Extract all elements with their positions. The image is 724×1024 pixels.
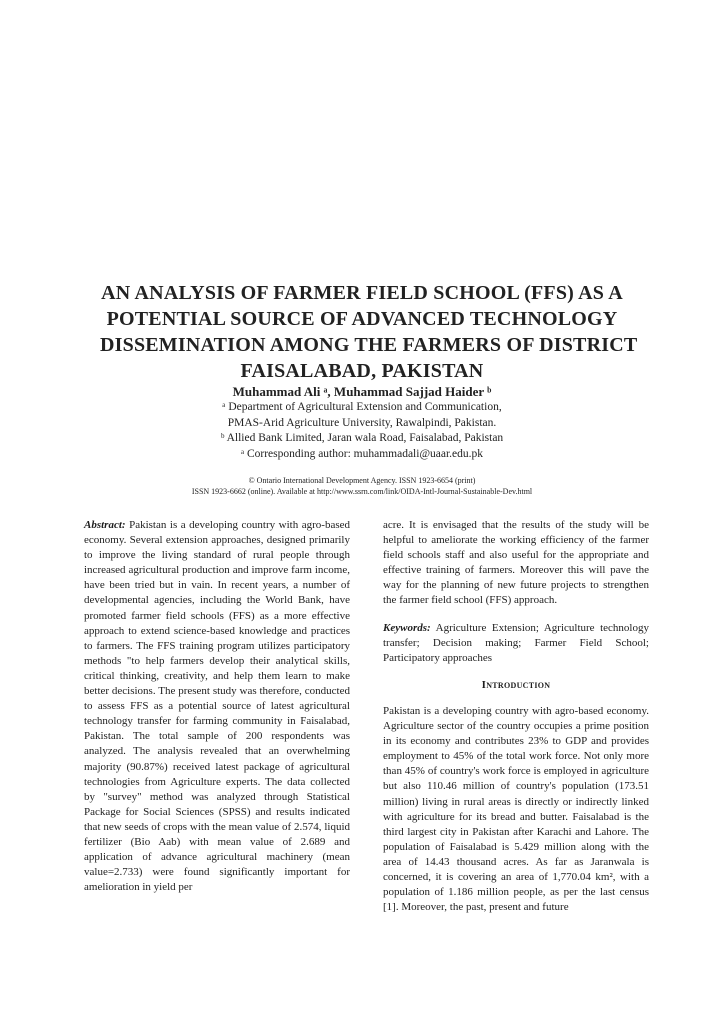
title-line: FAISALABAD, PAKISTAN [240,360,484,382]
corresponding-author: ᵃ Corresponding author: muhammadali@uaar.edu.pk [240,447,484,460]
introduction-text: Pakistan is a developing country with agro-based economy. Agriculture sector of the country occupies a prime position in its economy and contributes 23% to GDP and provides employment to 45% of the total work force. Not only more than 45% of country's work force is employed in agriculture but also 110.46 million of country's population (173.51 million) living in rural areas is directly or indirectly linked with agriculture for its bread and butter. Faisalabad is the third largest city in Pakistan after Karachi and Lahore. The population of Faisalabad is 5.429 million along with the area of 14.43 thousand acres. As far as Jaranwala is concerned, it is covering an area of 1,770.04 km², with a population of 1.186 million people, as per the last census [1]. Moreover, the past, present and future [383,704,649,914]
abstract-paragraph [84,518,350,895]
affiliation-line: PMAS-Arid Agriculture University, Rawalpindi, Pakistan. [227,416,497,429]
keywords-label: Keywords: [383,621,431,634]
issn-print: © Ontario International Development Agency. ISSN 1923-6654 (print) [248,476,476,485]
keywords-text: Agriculture Extension; Agriculture technology transfer; Decision making; Farmer Field School; Participatory approaches [383,621,649,664]
right-column [383,518,649,915]
title-line: POTENTIAL SOURCE OF ADVANCED TECHNOLOGY [106,308,618,330]
introduction-heading: Introduction [481,678,551,691]
issn-notice [100,475,624,497]
abstract-continuation: acre. It is envisaged that the results of the study will be helpful to ameliorate the working efficiency of the farmer field schools staff and also useful for the appropriate and effective training of farmers. Moreover this will pave the way for the planning of new future projects to strengthen the farmer field school (FFS) approach. [383,519,649,607]
abstract-text: Pakistan is a developing country with agro-based economy. Several extension approaches, designed primarily to improve the living standard of rural people through increased agricultural production and improve farm income, have been tried but in vain. In recent years, a number of developmental agencies, including the World Bank, have promoted farmer field schools (FFS) as a more effective approach to extend science-based knowledge and practices to farmers. The FFS training program utilizes participatory methods "to help farmers develop their analytical skills, critical thinking, creativity, and help them learn to make better decisions. The present study was therefore, conducted to assess FFS as a potential source of latest agricultural technology transfer for farming community in Faisalabad, Pakistan. The total sample of 200 respondents was analyzed. The analysis revealed that an overwhelming majority (90.87%) received latest package of agricultural technologies from Agriculture experts. The data collected by "survey" method was analyzed through Statistical Package for Social Sciences (SPSS) and results indicated that new seeds of crops with the mean value of 2.574, liquid fertilizer (Bio Aab) with mean value of 2.689 and application of advance agricultural machinery (mean value=2.733) were found significantly important for amelioration in yield per [84,519,350,894]
spacer [383,609,649,621]
issn-online: ISSN 1923-6662 (online). Available at http://www.ssrn.com/link/OIDA-Intl-Journal-Sustainable-Dev.html [191,487,533,496]
author-names: Muhammad Ali ᵃ, Muhammad Sajjad Haider ᵇ [232,384,492,399]
title-line: AN ANALYSIS OF FARMER FIELD SCHOOL (FFS) AS A [101,282,623,304]
title-line: DISSEMINATION AMONG THE FARMERS OF DISTRICT [100,334,638,356]
author-block [120,383,604,462]
affiliation-line: ᵇ Allied Bank Limited, Jaran wala Road, Faisalabad, Pakistan [220,432,504,444]
paper-title [100,280,638,384]
keywords-paragraph [383,621,649,666]
abstract-label: Abstract: [84,519,126,531]
left-column [84,518,350,895]
affiliation-line: ᵃ Department of Agricultural Extension and Communication, [222,401,502,413]
